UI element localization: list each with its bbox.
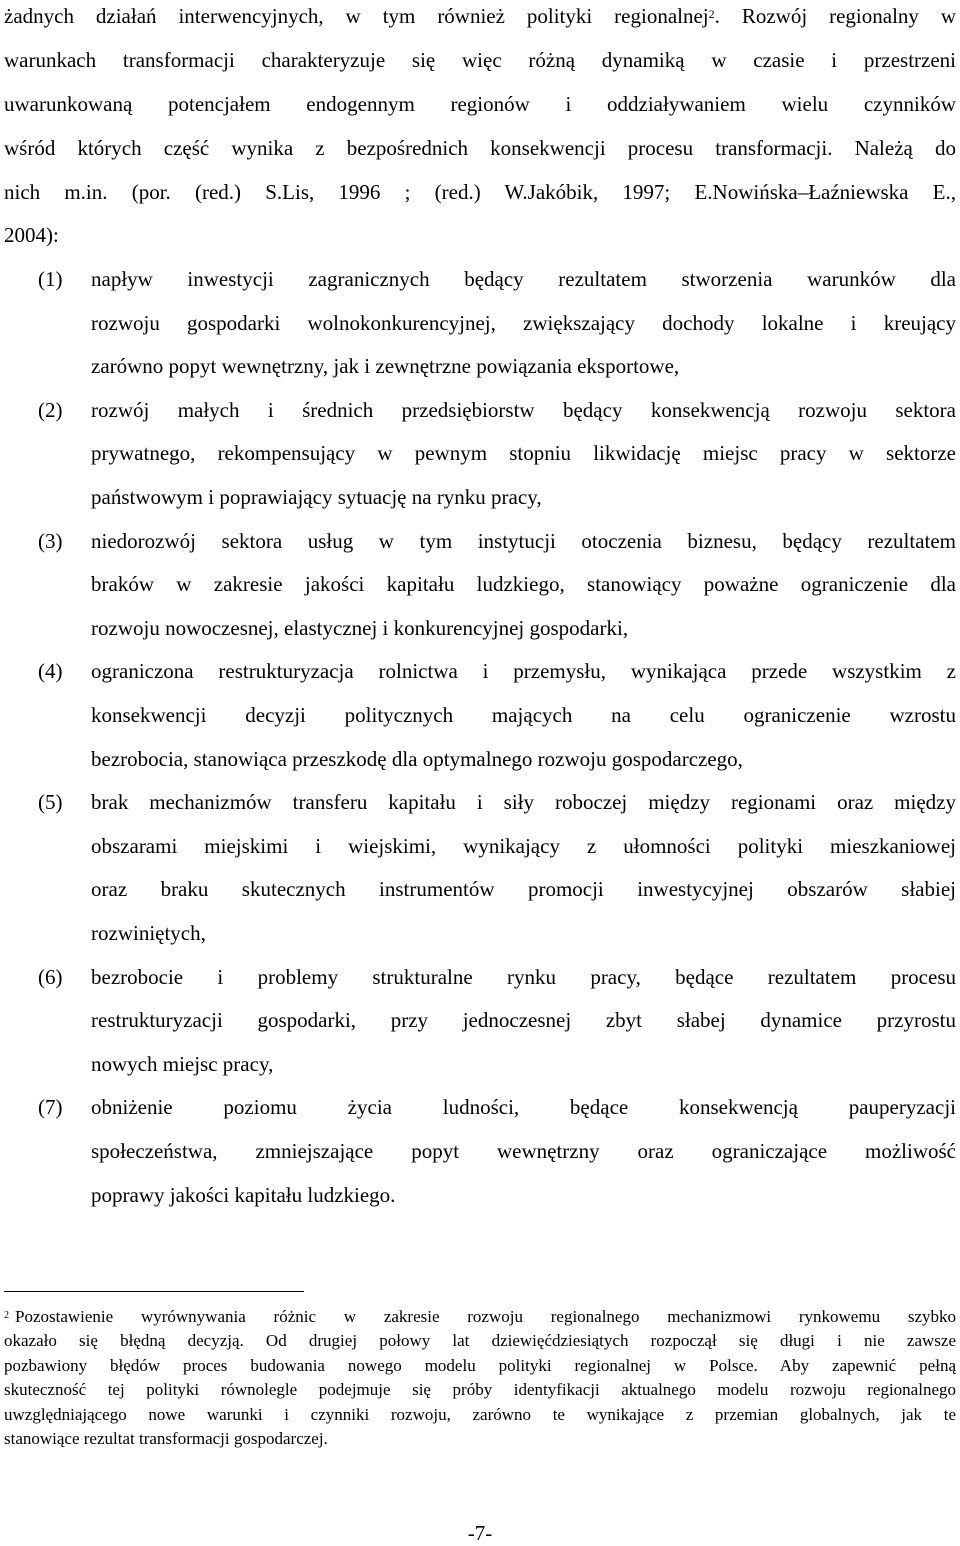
intro-line-2: warunkach transformacji charakteryzuje się więc różną dynamiką w czasie i przestrzeni xyxy=(4,48,956,72)
list-item-number: (7) xyxy=(38,1095,63,1120)
intro-line-4: wśród których część wynika z bezpośrednich konsekwencji procesu transformacji. Należą do xyxy=(4,136,956,160)
intro-line-5: nich m.in. (por. (red.) S.Lis, 1996 ; (red.) W.Jakóbik, 1997; E.Nowińska–Łaźniewska E., xyxy=(4,180,956,204)
list-item-line: rozwoju gospodarki wolnokonkurencyjnej, zwiększający dochody lokalne i kreujący xyxy=(91,310,956,335)
footnote-line: okazało się błędną decyzją. Od drugiej połowy lat dziewięćdziesiątych rozpoczął się długi i nie zawsze xyxy=(4,1331,956,1350)
list-item-line: niedorozwój sektora usług w tym instytucji otoczenia biznesu, będący rezultatem xyxy=(91,528,956,553)
list-item-line: zarówno popyt wewnętrzny, jak i zewnętrzne powiązania eksportowe, xyxy=(91,354,680,379)
list-item-line: braków w zakresie jakości kapitału ludzkiego, stanowiący poważne ograniczenie dla xyxy=(91,572,956,597)
list-item-line: nowych miejsc pracy, xyxy=(91,1051,274,1076)
list-item-number: (3) xyxy=(38,528,63,553)
list-item-line: rozwiniętych, xyxy=(91,921,206,945)
list-item-number: (6) xyxy=(38,964,63,989)
list-item-line: poprawy jakości kapitału ludzkiego. xyxy=(91,1182,396,1207)
page-number: -7- xyxy=(467,1521,493,1545)
footnote-marker: 2 xyxy=(4,1310,9,1321)
footnote-separator xyxy=(4,1291,304,1292)
footnote-ref[interactable]: 2 xyxy=(708,7,715,21)
footnote-line: pozbawiony błędów proces budowania nowego modelu polityki regionalnej w Polsce. Aby zapewnić pełną xyxy=(4,1356,956,1375)
intro-line-3: uwarunkowaną potencjałem endogennym regionów i oddziaływaniem wielu czynników xyxy=(4,92,956,116)
list-item-line: bezrobocie i problemy strukturalne rynku pracy, będące rezultatem procesu xyxy=(91,964,956,989)
footnote-line: uwzględniającego nowe warunki i czynniki rozwoju, zarówno te wynikające z przemian globalnych, jak te xyxy=(4,1405,956,1424)
list-item-number: (5) xyxy=(38,790,63,815)
list-item-number: (1) xyxy=(38,267,63,291)
list-item-line: ograniczona restrukturyzacja rolnictwa i przemysłu, wynikająca przede wszystkim z xyxy=(91,659,956,684)
intro-line-6: 2004): xyxy=(4,223,59,247)
list-item-line: oraz braku skutecznych instrumentów promocji inwestycyjnej obszarów słabiej xyxy=(91,877,956,902)
footnote-line xyxy=(4,1306,956,1328)
list-item-line: rozwój małych i średnich przedsiębiorstw będący konsekwencją rozwoju sektora xyxy=(91,397,956,422)
list-item-line: społeczeństwa, zmniejszające popyt wewnętrzny oraz ograniczające możliwość xyxy=(91,1139,956,1163)
list-item-line: brak mechanizmów transferu kapitału i siły roboczej między regionami oraz między xyxy=(91,790,956,815)
list-item-line: państwowym i poprawiający sytuację na rynku pracy, xyxy=(91,485,542,509)
list-item-line: rozwoju nowoczesnej, elastycznej i konkurencyjnej gospodarki, xyxy=(91,615,629,640)
intro-line-1b: . Rozwój regionalny w xyxy=(714,4,957,28)
intro-line-1 xyxy=(4,3,956,29)
list-item-line: konsekwencji decyzji politycznych mających na celu ograniczenie wzrostu xyxy=(91,703,956,727)
footnote-line: stanowiące rezultat transformacji gospodarczej. xyxy=(4,1429,328,1448)
list-item-line: obszarami miejskimi i wiejskimi, wynikający z ułomności polityki mieszkaniowej xyxy=(91,833,956,858)
list-item-number: (2) xyxy=(38,397,63,422)
list-item-line: napływ inwestycji zagranicznych będący rezultatem stworzenia warunków dla xyxy=(91,267,956,291)
list-item-line: bezrobocia, stanowiąca przeszkodę dla optymalnego rozwoju gospodarczego, xyxy=(91,746,743,771)
list-item-line: restrukturyzacji gospodarki, przy jednoczesnej zbyt słabej dynamice przyrostu xyxy=(91,1008,956,1033)
footnote-text: Pozostawienie wyrównywania różnic w zakresie rozwoju regionalnego mechanizmowi rynkowemu szybko xyxy=(15,1307,956,1326)
intro-line-1a: żadnych działań interwencyjnych, w tym również polityki regionalnej xyxy=(4,4,709,28)
list-item-number: (4) xyxy=(38,659,63,684)
list-item-line: prywatnego, rekompensujący w pewnym stopniu likwidację miejsc pracy w sektorze xyxy=(91,441,956,466)
footnote-line: skuteczność tej polityki równolegle podejmuje się próby identyfikacji aktualnego modelu rozwoju regionalnego xyxy=(4,1380,956,1399)
list-item-line: obniżenie poziomu życia ludności, będące konsekwencją pauperyzacji xyxy=(91,1095,956,1120)
